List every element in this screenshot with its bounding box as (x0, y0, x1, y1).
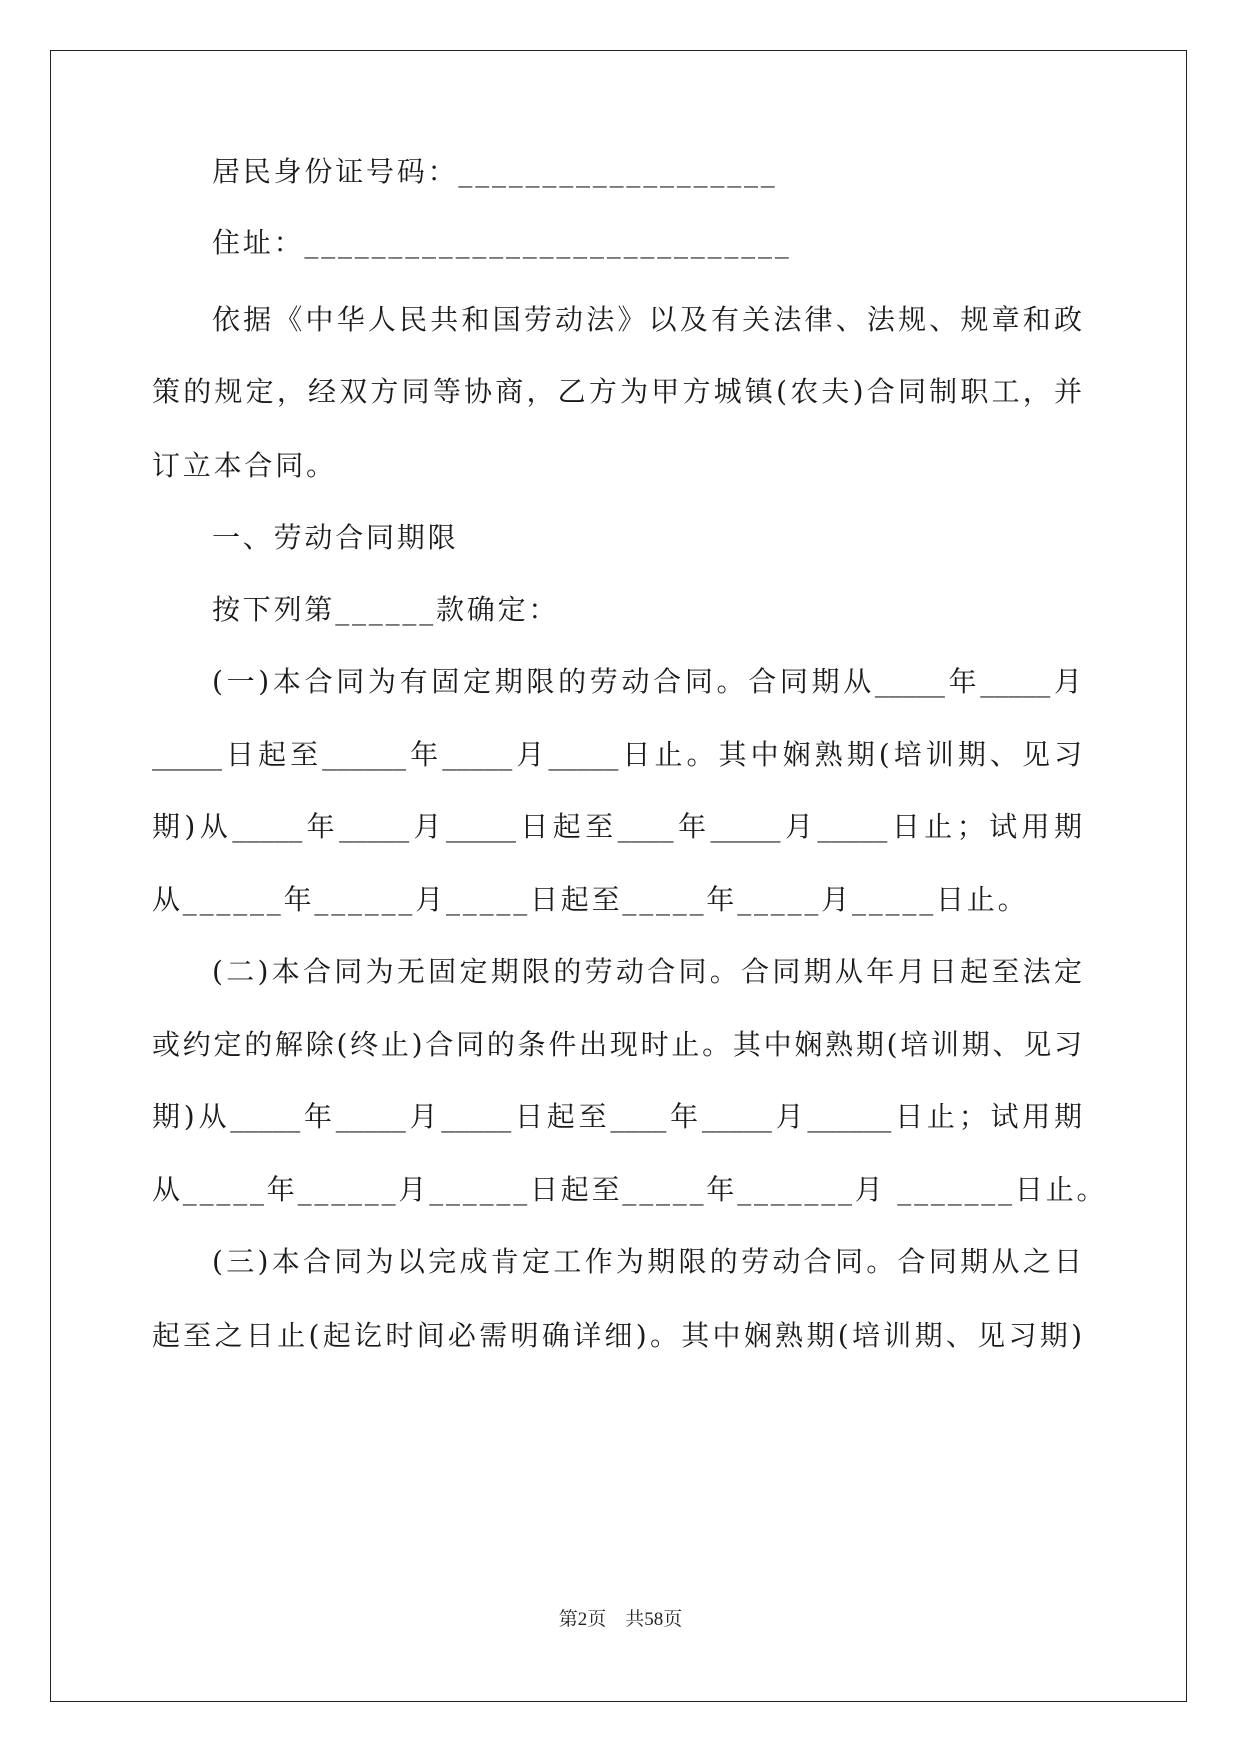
page-border (50, 50, 1187, 1702)
paragraph-line: 策的规定，经双方同等协商，乙方为甲方城镇(农夫)合同制职工，并 (152, 375, 1082, 408)
paragraph-line: 从_____年______月______日起至_____年_______月 _______日止。 (152, 1173, 1108, 1206)
paragraph-line: (二)本合同为无固定期限的劳动合同。合同期从年月日起至法定 (212, 955, 1082, 988)
paragraph-line: 期)从_____年_____月_____日起至____年_____月______日止；试用期 (152, 1100, 1082, 1133)
paragraph-line: _____日起至______年_____月_____日止。其中娴熟期(培训期、见习 (152, 738, 1082, 771)
id-number-line: 居民身份证号码：___________________ (212, 155, 778, 188)
paragraph-line: 期)从_____年_____月_____日起至____年_____月_____日止；试用期 (152, 810, 1082, 843)
paragraph-line: (一)本合同为有固定期限的劳动合同。合同期从_____年_____月 (212, 665, 1082, 698)
page-number-footer: 第2页 共58页 (558, 1609, 683, 1630)
paragraph-line: 从______年______月_____日起至_____年_____月_____日止。 (152, 883, 1029, 916)
address-line: 住址：_____________________________ (212, 226, 792, 259)
paragraph-line: 订立本合同。 (152, 449, 337, 482)
paragraph-line: 按下列第______款确定： (212, 593, 560, 626)
paragraph-line: 依据《中华人民共和国劳动法》以及有关法律、法规、规章和政 (212, 303, 1082, 336)
section-heading: 一、劳动合同期限 (212, 521, 459, 554)
paragraph-line: 或约定的解除(终止)合同的条件出现时止。其中娴熟期(培训期、见习 (152, 1028, 1082, 1061)
paragraph-line: (三)本合同为以完成肯定工作为期限的劳动合同。合同期从之日 (212, 1245, 1082, 1278)
paragraph-line: 起至之日止(起讫时间必需明确详细)。其中娴熟期(培训期、见习期) (152, 1319, 1082, 1352)
